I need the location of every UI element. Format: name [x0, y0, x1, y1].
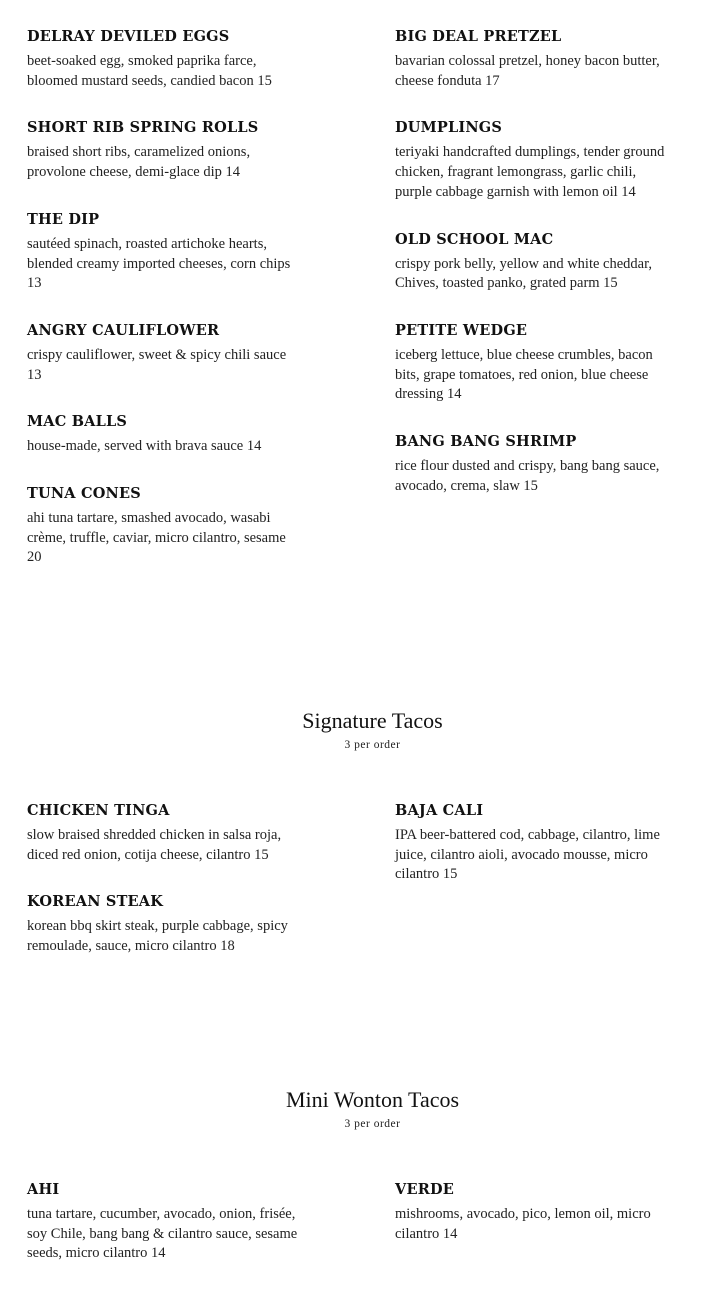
item-name: BAJA CALI: [395, 802, 484, 819]
item-description: slow braised shredded chicken in salsa roja, diced red onion, cotija cheese, cilantro 15: [27, 827, 282, 863]
menu-item: [395, 433, 677, 496]
item-name: OLD SCHOOL MAC: [395, 230, 554, 248]
item-description: crispy cauliflower, sweet & spicy chili sauce 13: [27, 346, 287, 383]
menu-item: [27, 893, 395, 956]
item-description: sautéed spinach, roasted artichoke hearts, blended creamy imported cheeses, corn chips 13: [27, 235, 291, 292]
item-name: SHORT RIB SPRING ROLLS: [27, 119, 259, 137]
item-name: BIG DEAL PRETZEL: [395, 28, 562, 45]
menu-item: [395, 28, 677, 91]
signature-tacos-left-column: [27, 802, 395, 985]
wonton-tacos-grid: [27, 1181, 677, 1292]
item-name: DUMPLINGS: [395, 119, 503, 137]
menu-item: [395, 322, 677, 405]
wonton-tacos-right-column: [395, 1181, 677, 1292]
item-description: tuna tartare, cucumber, avocado, onion, frisée, soy Chile, bang bang & cilantro sauce, sesame seeds, micro cilantro 14: [27, 1206, 298, 1262]
menu-item: [27, 28, 395, 91]
wonton-tacos-left-column: [27, 1181, 395, 1292]
menu-item: [395, 802, 677, 885]
item-name: CHICKEN TINGA: [27, 802, 170, 819]
menu-item: [27, 322, 395, 385]
item-name: KOREAN STEAK: [27, 893, 164, 911]
item-name: AHI: [27, 1181, 60, 1198]
menu-item: [27, 485, 395, 568]
menu-item: [395, 231, 677, 294]
section-subtitle: 3 per order: [344, 739, 401, 751]
starters-left-column: [27, 28, 395, 596]
item-name: ANGRY CAULIFLOWER: [27, 321, 220, 339]
item-description: braised short ribs, caramelized onions, provolone cheese, demi-glace dip 14: [27, 144, 251, 181]
menu-item: [27, 211, 395, 294]
item-description: ahi tuna tartare, smashed avocado, wasabi crème, truffle, caviar, micro cilantro, sesame 20: [27, 510, 286, 566]
item-description: IPA beer-battered cod, cabbage, cilantro, lime juice, cilantro aioli, avocado mousse, micro cilantro 15: [395, 827, 660, 883]
item-name: PETITE WEDGE: [395, 321, 528, 339]
item-description: house-made, served with brava sauce 14: [27, 438, 262, 455]
section-title: Signature Tacos: [302, 708, 443, 733]
menu-item: [27, 119, 395, 182]
menu-item: [27, 1181, 395, 1264]
wonton-tacos-header: [0, 1087, 705, 1130]
item-description: beet-soaked egg, smoked paprika farce, bloomed mustard seeds, candied bacon 15: [27, 53, 272, 89]
item-description: mishrooms, avocado, pico, lemon oil, micro cilantro 14: [395, 1206, 651, 1242]
item-description: iceberg lettuce, blue cheese crumbles, bacon bits, grape tomatoes, red onion, blue cheese dressing 14: [395, 346, 653, 403]
item-description: rice flour dusted and crispy, bang bang sauce, avocado, crema, slaw 15: [395, 458, 660, 494]
menu-item: [395, 1181, 677, 1244]
item-name: VERDE: [395, 1181, 454, 1198]
item-description: teriyaki handcrafted dumplings, tender ground chicken, fragrant lemongrass, garlic chili, purple cabbage garnish with lemon oil 14: [395, 144, 665, 200]
item-description: bavarian colossal pretzel, honey bacon butter, cheese fonduta 17: [395, 53, 660, 89]
menu-item: [27, 413, 395, 457]
signature-tacos-header: [0, 708, 705, 751]
item-name: TUNA CONES: [27, 485, 141, 503]
signature-tacos-grid: [27, 802, 677, 985]
menu-item: [27, 802, 395, 865]
item-name: MAC BALLS: [27, 413, 128, 431]
starters-grid: [27, 28, 677, 596]
item-name: THE DIP: [27, 210, 100, 228]
section-subtitle: 3 per order: [344, 1118, 401, 1130]
item-name: DELRAY DEVILED EGGS: [27, 28, 230, 45]
menu-item: [395, 119, 677, 202]
signature-tacos-right-column: [395, 802, 677, 985]
starters-right-column: [395, 28, 677, 596]
item-description: korean bbq skirt steak, purple cabbage, spicy remoulade, sauce, micro cilantro 18: [27, 918, 288, 955]
item-description: crispy pork belly, yellow and white cheddar, Chives, toasted panko, grated parm 15: [395, 255, 652, 292]
section-title: Mini Wonton Tacos: [285, 1087, 460, 1112]
item-name: BANG BANG SHRIMP: [395, 433, 577, 451]
